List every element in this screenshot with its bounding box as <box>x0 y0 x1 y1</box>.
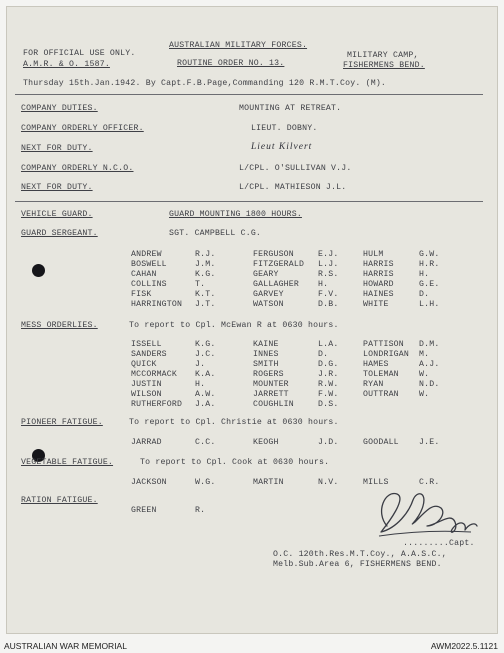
guard-member-initials: R.J. <box>195 250 216 259</box>
guard-member-initials: K.G. <box>195 270 216 279</box>
duty-label: NEXT FOR DUTY. <box>21 183 93 192</box>
section-instruction: To report to Cpl. Christie at 0630 hours. <box>129 418 339 427</box>
mess-orderly-surname: MOUNTER <box>253 380 289 389</box>
footer-accession-number: AWM2022.5.1121 <box>430 641 498 651</box>
guard-member-surname: HARRIS <box>363 270 394 279</box>
mess-orderly-surname: JUSTIN <box>131 380 162 389</box>
ration-member-initials: R. <box>195 506 206 515</box>
vegetable-member-surname: MILLS <box>363 478 389 487</box>
camp-name: MILITARY CAMP, <box>347 51 419 60</box>
handwritten-signature <box>367 482 483 546</box>
guard-member-surname: GEARY <box>253 270 279 279</box>
guard-member-initials: H. <box>419 270 430 279</box>
pioneer-member-initials: J.D. <box>318 438 339 447</box>
mess-orderly-initials: D.S. <box>318 400 339 409</box>
guard-member-surname: HULM <box>363 250 384 259</box>
mess-orderly-surname: OUTTRAN <box>363 390 399 399</box>
official-use-line: FOR OFFICIAL USE ONLY. <box>23 49 136 58</box>
mess-orderly-surname: MCCORMACK <box>131 370 178 379</box>
mess-orderly-initials: R.W. <box>318 380 339 389</box>
section-label: MESS ORDERLIES. <box>21 321 98 330</box>
vegetable-member-surname: MARTIN <box>253 478 284 487</box>
mess-orderly-surname: ROGERS <box>253 370 284 379</box>
guard-member-initials: R.S. <box>318 270 339 279</box>
mess-orderly-surname: RUTHERFORD <box>131 400 183 409</box>
mess-orderly-initials: D. <box>318 350 329 359</box>
mess-orderly-surname: SMITH <box>253 360 279 369</box>
guard-member-surname: GARVEY <box>253 290 284 299</box>
duty-label: COMPANY ORDERLY N.C.O. <box>21 164 134 173</box>
guard-member-surname: HARRINGTON <box>131 300 183 309</box>
mess-orderly-surname: ISSELL <box>131 340 162 349</box>
handwritten-officer-name: Lieut Kilvert <box>251 142 313 152</box>
mess-orderly-initials: J.A. <box>195 400 216 409</box>
guard-member-initials: E.J. <box>318 250 339 259</box>
mess-orderly-surname: INNES <box>253 350 279 359</box>
pioneer-member-initials: C.C. <box>195 438 216 447</box>
guard-member-initials: G.E. <box>419 280 440 289</box>
duty-label: COMPANY ORDERLY OFFICER. <box>21 124 144 133</box>
divider <box>15 201 483 202</box>
mess-orderly-initials: L.A. <box>318 340 339 349</box>
guard-member-surname: FISK <box>131 290 152 299</box>
section-label: VEHICLE GUARD. <box>21 210 93 219</box>
section-instruction: To report to Cpl. McEwan R at 0630 hours. <box>129 321 339 330</box>
pioneer-member-initials: J.E. <box>419 438 440 447</box>
mess-orderly-initials: H. <box>195 380 206 389</box>
guard-member-initials: D. <box>419 290 430 299</box>
guard-member-initials: J.M. <box>195 260 216 269</box>
guard-member-initials: L.H. <box>419 300 440 309</box>
guard-member-surname: WATSON <box>253 300 284 309</box>
mess-orderly-surname: KAINE <box>253 340 279 349</box>
guard-member-initials: J.T. <box>195 300 216 309</box>
mess-orderly-initials: A.J. <box>419 360 440 369</box>
vegetable-member-surname: JACKSON <box>131 478 167 487</box>
section-value: GUARD MOUNTING 1800 HOURS. <box>169 210 302 219</box>
mess-orderly-initials: J.R. <box>318 370 339 379</box>
vegetable-member-initials: C.R. <box>419 478 440 487</box>
mess-orderly-surname: WILSON <box>131 390 162 399</box>
mess-orderly-surname: COUGHLIN <box>253 400 294 409</box>
guard-member-surname: GALLAGHER <box>253 280 300 289</box>
guard-member-initials: G.W. <box>419 250 440 259</box>
guard-member-surname: HOWARD <box>363 280 394 289</box>
guard-sergeant-value: SGT. CAMPBELL C.G. <box>169 229 262 238</box>
amr-reference: A.M.R. & O. 1587. <box>23 60 110 69</box>
routine-order-number: ROUTINE ORDER NO. 13. <box>177 59 285 68</box>
mess-orderly-initials: D.G. <box>318 360 339 369</box>
guard-member-surname: HARRIS <box>363 260 394 269</box>
punch-hole <box>32 264 45 277</box>
section-label: RATION FATIGUE. <box>21 496 98 505</box>
guard-member-surname: FERGUSON <box>253 250 294 259</box>
guard-member-initials: D.B. <box>318 300 339 309</box>
mess-orderly-surname: HAMES <box>363 360 389 369</box>
guard-member-initials: K.T. <box>195 290 216 299</box>
pioneer-member-surname: JARRAD <box>131 438 162 447</box>
mess-orderly-initials: J. <box>195 360 206 369</box>
document-sheet <box>6 6 498 634</box>
guard-member-initials: F.V. <box>318 290 339 299</box>
mess-orderly-surname: PATTISON <box>363 340 404 349</box>
ration-member-surname: GREEN <box>131 506 157 515</box>
section-label: PIONEER FATIGUE. <box>21 418 103 427</box>
signature-oc-line: O.C. 120th.Res.M.T.Coy., A.A.S.C., <box>273 550 447 559</box>
vegetable-member-initials: W.G. <box>195 478 216 487</box>
divider <box>15 94 483 95</box>
guard-member-initials: H. <box>318 280 329 289</box>
mess-orderly-initials: W. <box>419 370 430 379</box>
mess-orderly-initials: A.W. <box>195 390 216 399</box>
duty-value: LIEUT. DOBNY. <box>251 124 318 133</box>
footer-institution: AUSTRALIAN WAR MEMORIAL <box>4 641 127 651</box>
mess-orderly-surname: TOLEMAN <box>363 370 399 379</box>
mess-orderly-surname: SANDERS <box>131 350 167 359</box>
guard-sergeant-label: GUARD SERGEANT. <box>21 229 98 238</box>
mess-orderly-surname: QUICK <box>131 360 157 369</box>
mess-orderly-initials: F.W. <box>318 390 339 399</box>
duty-label: NEXT FOR DUTY. <box>21 144 93 153</box>
guard-member-surname: WHITE <box>363 300 389 309</box>
guard-member-surname: HAINES <box>363 290 394 299</box>
mess-orderly-surname: RYAN <box>363 380 384 389</box>
mess-orderly-initials: N.D. <box>419 380 440 389</box>
mess-orderly-initials: J.C. <box>195 350 216 359</box>
duty-value: L/CPL. MATHIESON J.L. <box>239 183 347 192</box>
guard-member-initials: L.J. <box>318 260 339 269</box>
pioneer-member-surname: GOODALL <box>363 438 399 447</box>
guard-member-initials: H.R. <box>419 260 440 269</box>
mess-orderly-surname: JARRETT <box>253 390 289 399</box>
guard-member-surname: ANDREW <box>131 250 162 259</box>
camp-location: FISHERMENS BEND. <box>343 61 425 70</box>
mess-orderly-initials: M. <box>419 350 430 359</box>
duty-value: L/CPL. O'SULLIVAN V.J. <box>239 164 352 173</box>
signature-capt-line: .........Capt. <box>403 539 475 548</box>
duty-value: MOUNTING AT RETREAT. <box>239 104 342 113</box>
mess-orderly-initials: D.M. <box>419 340 440 349</box>
mess-orderly-initials: W. <box>419 390 430 399</box>
section-instruction: To report to Cpl. Cook at 0630 hours. <box>140 458 330 467</box>
guard-member-surname: FITZGERALD <box>253 260 305 269</box>
section-label: VEGETABLE FATIGUE. <box>21 458 114 467</box>
mess-orderly-initials: K.A. <box>195 370 216 379</box>
vegetable-member-initials: N.V. <box>318 478 339 487</box>
guard-member-surname: CAHAN <box>131 270 157 279</box>
date-line: Thursday 15th.Jan.1942. By Capt.F.B.Page,Commanding 120 R.M.T.Coy. (M). <box>23 79 387 88</box>
guard-member-initials: T. <box>195 280 206 289</box>
pioneer-member-surname: KEOGH <box>253 438 279 447</box>
guard-member-surname: COLLINS <box>131 280 167 289</box>
document-title: AUSTRALIAN MILITARY FORCES. <box>169 41 308 50</box>
mess-orderly-surname: LONDRIGAN <box>363 350 410 359</box>
signature-area-line: Melb.Sub.Area 6, FISHERMENS BEND. <box>273 560 442 569</box>
guard-member-surname: BOSWELL <box>131 260 167 269</box>
duty-label: COMPANY DUTIES. <box>21 104 98 113</box>
mess-orderly-initials: K.G. <box>195 340 216 349</box>
